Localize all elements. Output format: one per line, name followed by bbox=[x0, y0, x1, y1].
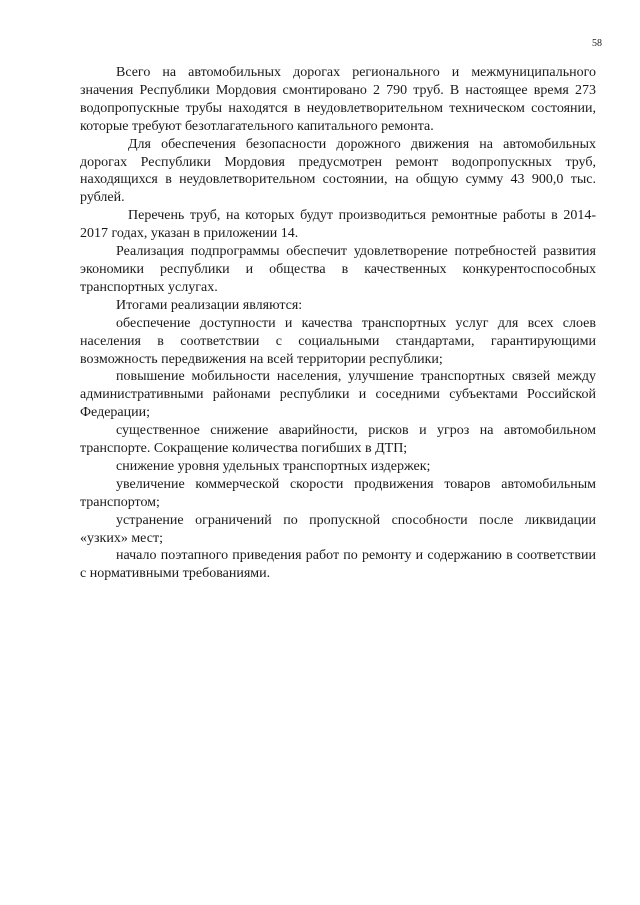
document-body bbox=[80, 64, 596, 583]
list-item-speed: увеличение коммерческой скорости продвижения товаров автомобильным транспортом; bbox=[80, 476, 596, 510]
paragraph-traffic-safety: Для обеспечения безопасности дорожного движения на автомобильных дорогах Республики Мордовия предусмотрен ремонт водопропускных труб, находящихся в неудовлетворительном состоянии, на общую сумму 43 900,0 тыс. рублей. bbox=[80, 136, 596, 206]
list-item-mobility: повышение мобильности населения, улучшение транспортных связей между административными районами республики и соседними субъектами Российской Федерации; bbox=[80, 369, 596, 421]
list-item-costs: снижение уровня удельных транспортных издержек; bbox=[116, 458, 431, 474]
list-item-repairs: начало поэтапного приведения работ по ремонту и содержанию в соответствии с нормативными требованиями. bbox=[80, 548, 596, 582]
list-item-accessibility: обеспечение доступности и качества транспортных услуг для всех слоев населения в соответствии с социальными стандартами, гарантирующими возможность передвижения на всей территории республики; bbox=[80, 315, 596, 367]
list-item-accidents: существенное снижение аварийности, рисков и угроз на автомобильном транспорте. Сокращение количества погибших в ДТП; bbox=[80, 423, 596, 457]
paragraph-subprogram: Реализация подпрограммы обеспечит удовлетворение потребностей развития экономики республики и общества в качественных конкурентоспособных транспортных услугах. bbox=[80, 244, 596, 295]
paragraph-pipe-list: Перечень труб, на которых будут производиться ремонтные работы в 2014-2017 годах, указан в приложении 14. bbox=[80, 208, 596, 242]
paragraph-results-heading: Итогами реализации являются: bbox=[116, 297, 303, 313]
list-item-bottlenecks: устранение ограничений по пропускной способности после ликвидации «узких» мест; bbox=[80, 512, 596, 546]
page-number: 58 bbox=[592, 38, 602, 49]
paragraph-pipes-total: Всего на автомобильных дорогах регионального и межмуниципального значения Республики Мордовия смонтировано 2 790 труб. В настоящее время 273 водопропускные трубы находятся в неудовлетворительном техническом состоянии, которые требуют безотлагательного капитального ремонта. bbox=[80, 65, 596, 134]
